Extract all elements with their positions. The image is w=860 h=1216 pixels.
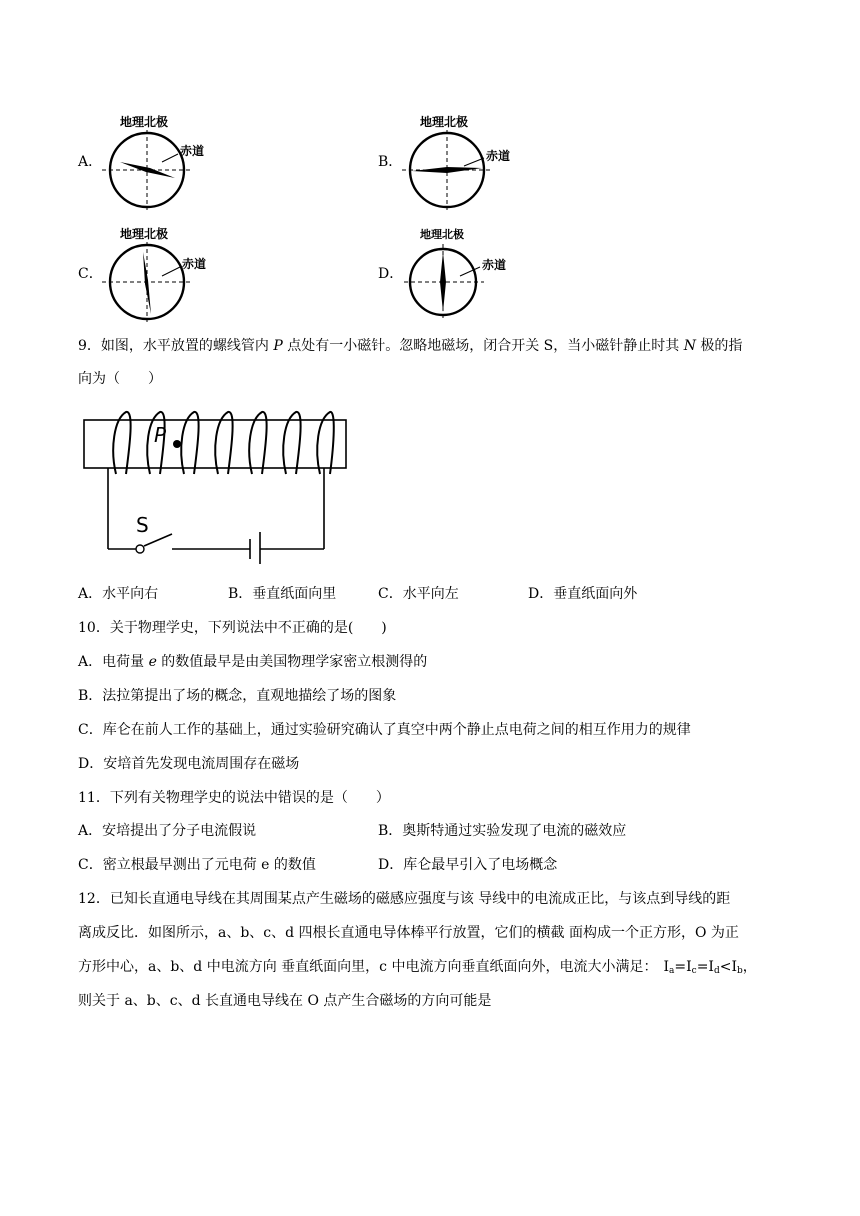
- q10-text: A．电荷量: [78, 654, 149, 670]
- q9-stem-line2: 向为（ ）: [78, 371, 162, 387]
- q12-stem-line2: 离成反比．如图所示，a、b、c、d 四根长直通电导体棒平行放置，它们的横截 面构成一个正方形，O 为正: [78, 925, 739, 941]
- q10-option-d: D．安培首先发现电流周围存在磁场: [78, 756, 300, 772]
- q9-option-d: D．垂直纸面向外: [528, 586, 638, 602]
- q12-stem-line1: 12．已知长直通电导线在其周围某点产生磁场的磁感应强度与该 导线中的电流成正比，与该点到导线的距: [78, 891, 731, 907]
- q10-stem: 10．关于物理学史，下列说法中不正确的是( ): [78, 620, 387, 636]
- option-letter: B．: [378, 154, 403, 170]
- option-letter: C．: [78, 266, 103, 282]
- compass-figure-a: [100, 110, 230, 215]
- north-pole-label: 地理北极: [420, 115, 469, 129]
- compass-figure-b: [400, 110, 530, 215]
- switch-icon: [136, 545, 144, 553]
- q11-option-d: D．库仑最早引入了电场概念: [378, 857, 558, 873]
- equator-label: 赤道: [482, 258, 507, 272]
- point-p-dot: [173, 440, 181, 448]
- q10-option-a: [78, 652, 427, 672]
- option-letter: D．: [378, 266, 404, 282]
- q9-text: 极的指: [695, 338, 743, 354]
- q9-var-p: P: [273, 338, 283, 354]
- q11-option-c: C．密立根最早测出了元电荷 e 的数值: [78, 857, 316, 873]
- q11-stem: 11．下列有关物理学史的说法中错误的是（ ）: [78, 790, 390, 806]
- q10-text: 的数值最早是由美国物理学家密立根测得的: [156, 654, 428, 670]
- q12-stem-line4: 则关于 a、b、c、d 长直通电导线在 O 点产生合磁场的方向可能是: [78, 993, 492, 1009]
- equator-label: 赤道: [486, 149, 511, 163]
- compass-figure-d: [400, 222, 530, 327]
- north-pole-label: 地理北极: [120, 115, 169, 129]
- equator-label: 赤道: [180, 144, 205, 158]
- needle-icon: [412, 167, 482, 173]
- q9-text: 9．如图，水平放置的螺线管内: [78, 338, 274, 354]
- q9-stem-line1: [78, 336, 742, 356]
- q9-text: 点处有一小磁针。忽略地磁场，闭合开关 S，当小磁针静止时其: [282, 338, 684, 354]
- q12-text: 方形中心，a、b、d 中电流方向 垂直纸面向里，c 中电流方向垂直纸面向外，电流大小满足：: [78, 959, 658, 975]
- q9-var-n: N: [683, 338, 696, 354]
- q9-option-b: B．垂直纸面向里: [228, 586, 337, 602]
- north-pole-label: 地理北极: [120, 227, 169, 241]
- q10-option-c: C．库仑在前人工作的基础上，通过实验研究确认了真空中两个静止点电荷之间的相互作用力的规律: [78, 722, 691, 738]
- q9-option-a: A．水平向右: [78, 586, 159, 602]
- needle-icon: [440, 252, 446, 312]
- switch-s-label: S: [136, 513, 149, 537]
- needle-icon: [143, 252, 151, 314]
- q11-option-b: B．奥斯特通过实验发现了电流的磁效应: [378, 823, 627, 839]
- north-pole-label: 地理北极: [420, 228, 464, 241]
- option-letter: A．: [78, 154, 103, 170]
- q10-var-e: e: [148, 654, 157, 670]
- equator-label: 赤道: [182, 257, 207, 271]
- compass-figure-c: [100, 222, 230, 327]
- point-p-label: P: [154, 423, 167, 447]
- solenoid-circuit-figure: [78, 404, 358, 564]
- q11-option-a: A．安培提出了分子电流假说: [78, 823, 257, 839]
- q12-stem-line3: [78, 957, 757, 981]
- current-formula: $I_a=I_c=I_d<I_b$，: [663, 959, 757, 976]
- q9-option-c: C．水平向左: [378, 586, 459, 602]
- q10-option-b: B．法拉第提出了场的概念，直观地描绘了场的图象: [78, 688, 397, 704]
